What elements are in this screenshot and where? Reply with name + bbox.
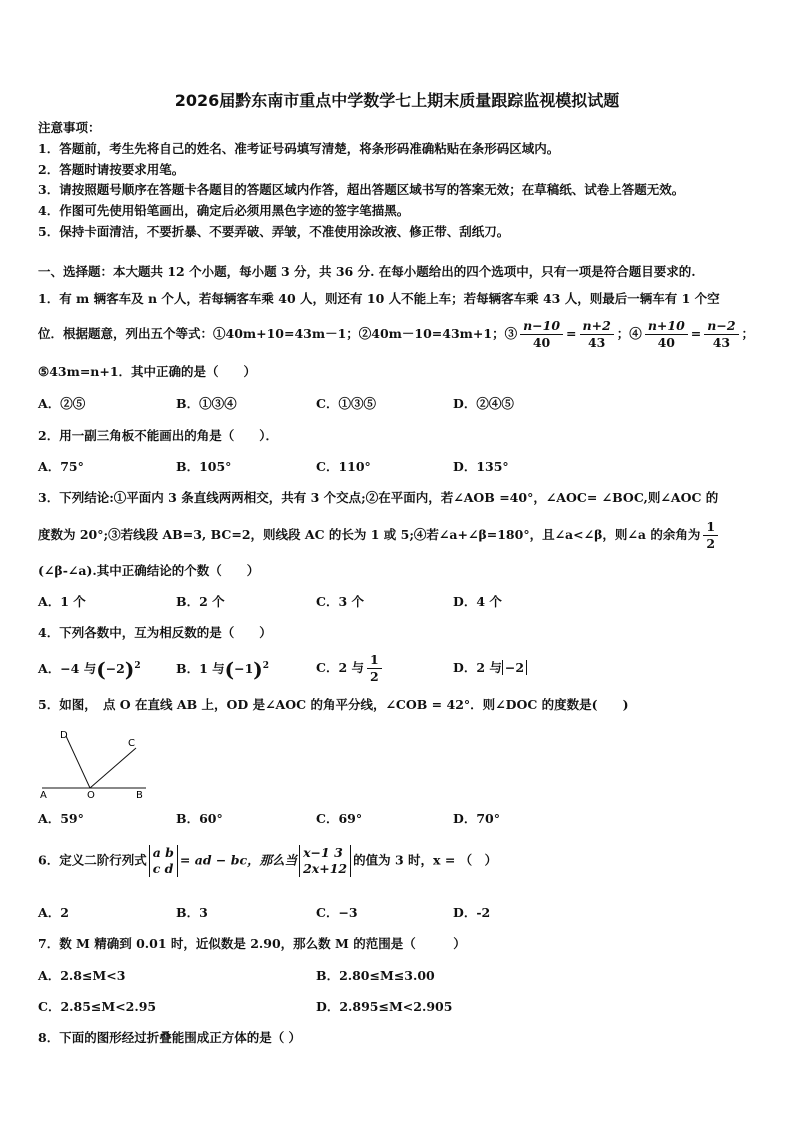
option-a[interactable]: A．②⑤ [38, 396, 86, 411]
q6-text: 6．定义二阶行列式 [38, 852, 147, 868]
q1-line3: ⑤43m=n+1．其中正确的是（ ） [38, 364, 257, 379]
q1-text: 位．根据题意，列出五个等式：①40m+10=43m－1；②40m－10=43m+1；③ [38, 326, 518, 341]
option-b[interactable]: B．①③④ [176, 396, 237, 411]
option-b[interactable]: B．1 与$(-1)^2$ [176, 657, 269, 682]
q1-line1: 1．有 m 辆客车及 n 个人，若每辆客车乘 40 人，则还有 10 人不能上车；若每辆客车乘 43 人，则最后一辆车有 1 个空 [38, 291, 720, 306]
fraction [703, 519, 718, 552]
equals: = [690, 326, 702, 341]
fraction [645, 318, 688, 351]
fraction [367, 652, 382, 685]
absolute-value: −2 [502, 660, 527, 675]
numerator: n−10 [520, 318, 563, 335]
q3-line3: (∠β-∠a).其中正确结论的个数（ ） [38, 563, 260, 578]
q2-stem: 2．用一副三角板不能画出的角是（ ）． [38, 428, 278, 443]
option-b[interactable]: B．60° [176, 811, 223, 826]
option-a[interactable]: A．2.8≤M<3 [38, 968, 126, 983]
denominator: 2 [370, 669, 379, 684]
det-row: c d [152, 861, 174, 876]
numerator: 1 [703, 519, 718, 536]
option-b[interactable]: B．2.80≤M≤3.00 [316, 968, 435, 983]
option-a[interactable]: A．75° [38, 459, 84, 474]
option-d[interactable]: D．70° [453, 811, 500, 826]
notice-item: 5．保持卡面清洁，不要折暴、不要弄破、弄皱，不准使用涂改液、修正带、刮纸刀。 [38, 224, 510, 239]
option-b[interactable]: B．3 [176, 905, 208, 920]
q3-line2 [38, 519, 721, 552]
option-c[interactable]: C．2.85≤M<2.95 [38, 999, 157, 1014]
label-c: C [128, 738, 135, 749]
ray-oc [90, 748, 136, 788]
denominator: 40 [657, 335, 675, 350]
option-d[interactable]: D．135° [453, 459, 509, 474]
option-c[interactable] [316, 652, 385, 685]
label-d: D [60, 730, 68, 741]
base: −2 [105, 661, 125, 677]
option-c[interactable]: C．①③⑤ [316, 396, 376, 411]
det-row: x−1 3 [303, 845, 343, 860]
option-c[interactable]: C．−3 [316, 905, 358, 920]
option-a[interactable]: A．2 [38, 905, 69, 920]
denominator: 43 [712, 335, 731, 350]
notice-item: 1．答题前，考生先将自己的姓名、准考证号码填写清楚，将条形码准确粘贴在条形码区域内。 [38, 141, 560, 156]
separator: ；④ [616, 326, 642, 341]
option-d[interactable]: D．4 个 [453, 594, 502, 609]
q7-stem: 7．数 M 精确到 0.01 时，近似数是 2.90，那么数 M 的范围是（ ） [38, 936, 466, 951]
denominator: 40 [532, 335, 551, 350]
q5-figure [36, 726, 156, 802]
numerator: n+2 [580, 318, 614, 335]
q4-stem: 4．下列各数中，互为相反数的是（ ） [38, 625, 272, 640]
fraction [704, 318, 738, 351]
option-a[interactable]: A．−4 与$(-2)^2$ [38, 657, 141, 682]
option-c[interactable]: C．69° [316, 811, 363, 826]
numerator: 1 [367, 652, 382, 669]
ray-od [66, 736, 90, 788]
option-d[interactable]: D．2.895≤M<2.905 [316, 999, 453, 1014]
q3-line1: 3．下列结论:①平面内 3 条直线两两相交，共有 3 个交点;②在平面内，若∠AOB =40°，∠AOC= ∠BOC,则∠AOC 的 [38, 490, 719, 505]
denominator: 2 [706, 536, 716, 551]
exponent: 2 [262, 661, 269, 671]
option-text: B．1 与 [176, 661, 225, 677]
determinant [149, 845, 178, 877]
option-b[interactable]: B．105° [176, 459, 232, 474]
notice-heading: 注意事项： [38, 120, 101, 135]
notice-item: 3．请按照题号顺序在答题卡各题目的答题区域内作答，超出答题区域书写的答案无效；在草稿纸、试卷上答题无效。 [38, 182, 685, 197]
separator: ； [741, 326, 755, 341]
q6-text: 的值为 3 时，x = （ ） [353, 852, 498, 868]
q3-text: 度数为 20°;③若线段 AB=3, BC=2，则线段 AC 的长为 1 或 5;④若∠a+∠β=180°，且∠a<∠β，则∠a 的余角为 [38, 527, 701, 542]
page-title: 2026届黔东南市重点中学数学七上期末质量跟踪监视模拟试题 [174, 91, 620, 110]
determinant [299, 845, 351, 877]
notice-item: 2．答题时请按要求用笔。 [38, 162, 185, 177]
option-a[interactable]: A．1 个 [38, 594, 86, 609]
fraction [580, 318, 614, 351]
denominator: 43 [587, 335, 606, 350]
exponent: 2 [134, 661, 141, 671]
option-text: C．2 与 [316, 660, 364, 675]
option-b[interactable]: B．2 个 [176, 594, 225, 609]
det-row: 2x+12 [303, 861, 348, 876]
option-c[interactable]: C．110° [316, 459, 371, 474]
option-c[interactable]: C．3 个 [316, 594, 364, 609]
option-a[interactable]: A．59° [38, 811, 84, 826]
option-text: D．2 与 [453, 660, 502, 675]
numerator: n+10 [645, 318, 688, 335]
det-row: a b [152, 845, 174, 860]
notice-item: 4．作图可先使用铅笔画出，确定后必须用黑色字迹的签字笔描黑。 [38, 203, 410, 218]
label-o: O [87, 790, 95, 801]
option-d[interactable] [453, 660, 527, 676]
q6-stem [38, 845, 497, 877]
q1-line2 [38, 318, 754, 351]
equals: = [566, 326, 577, 341]
label-a: A [40, 790, 47, 801]
fraction [520, 318, 563, 351]
option-d[interactable]: D．②④⑤ [453, 396, 514, 411]
option-d[interactable]: D．-2 [453, 905, 491, 920]
numerator: n−2 [704, 318, 738, 335]
base: −1 [234, 661, 254, 677]
label-b: B [136, 790, 143, 801]
section-heading: 一、选择题：本大题共 12 个小题，每小题 3 分，共 36 分. 在每小题给出的四个选项中，只有一项是符合题目要求的. [38, 264, 696, 279]
q8-stem: 8．下面的图形经过折叠能围成正方体的是（ ） [38, 1030, 302, 1045]
q5-stem: 5．如图， 点 O 在直线 AB 上，OD 是∠AOC 的角平分线，∠COB = 42°．则∠DOC 的度数是( ) [38, 697, 629, 712]
option-text: A．−4 与 [38, 661, 97, 677]
q6-text: = ad − bc，那么当 [179, 852, 298, 868]
